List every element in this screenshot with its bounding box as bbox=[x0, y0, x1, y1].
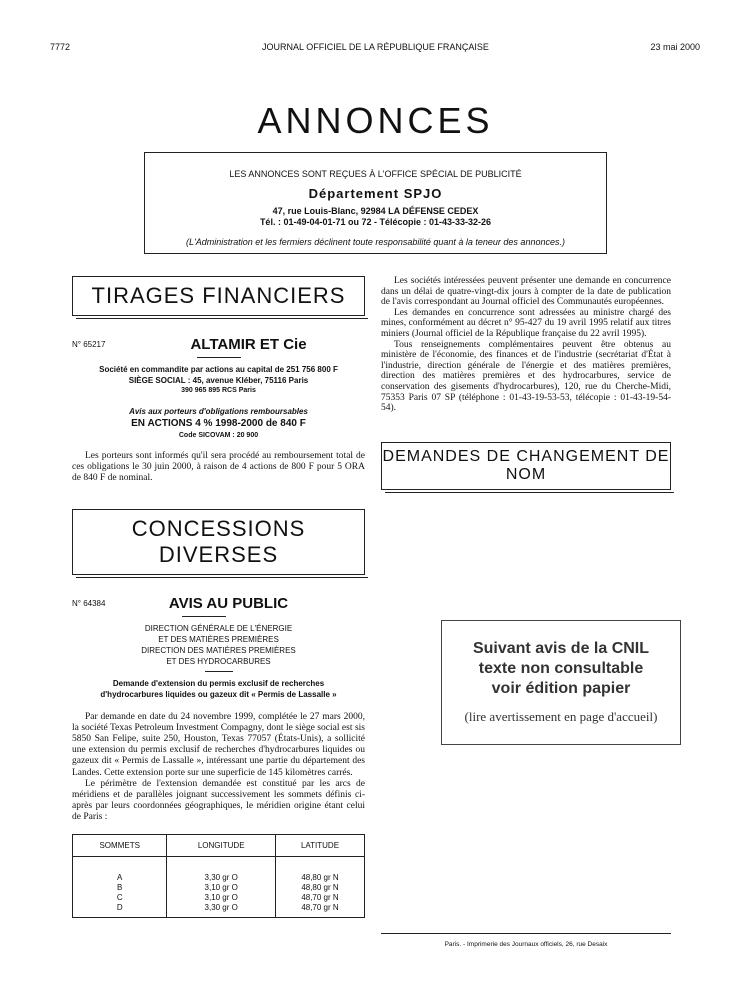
left-column bbox=[72, 276, 365, 918]
divider bbox=[205, 671, 233, 672]
notice-line: LES ANNONCES SONT REÇUES À L'OFFICE SPÉCIAL DE PUBLICITÉ bbox=[229, 169, 522, 179]
journal-title: JOURNAL OFFICIEL DE LA RÉPUBLIQUE FRANÇAISE bbox=[262, 42, 489, 52]
concessions-notice-head bbox=[72, 595, 365, 612]
notice-address: 47, rue Louis-Blanc, 92984 LA DÉFENSE CEDEX bbox=[272, 206, 479, 216]
coordinates-table bbox=[72, 834, 365, 918]
avis-heading: Avis aux porteurs d'obligations remboursables bbox=[129, 407, 308, 416]
right-paragraph: Les demandes en concurrence sont adressées au ministre chargé des mines, conformément au décret n° 95-427 du 19 avril 1995 relatif aux titres miniers (Journal officiel de la République française du 22 avril 1995). bbox=[381, 307, 671, 339]
section-title-concessions: CONCESSIONS DIVERSES bbox=[72, 509, 365, 575]
divider bbox=[182, 616, 226, 617]
tirages-body: Les porteurs sont informés qu'il sera procédé au remboursement total de ces obligations le 30 juin 2000, à raison de 4 actions de 800 F pour 5 ORA de 840 F de nominal. bbox=[72, 451, 365, 484]
cnil-notice-box bbox=[441, 620, 681, 745]
section-title-demandes: DEMANDES DE CHANGEMENT DE NOM bbox=[381, 442, 671, 490]
table-cell: D bbox=[73, 903, 167, 918]
table-cell: 48,80 gr N bbox=[275, 856, 364, 883]
table-cell: C bbox=[73, 893, 167, 903]
concessions-paragraph: Le périmètre de l'extension demandée est constitué par les arcs de méridiens et de parallèles joignant successivement les sommets définis ci-après par leurs coordonnées géographiques, le méridien origine étant celui de Paris : bbox=[72, 778, 365, 823]
right-paragraph: Tous renseignements complémentaires peuvent être obtenus au ministère de l'économie, des finances et de l'industrie (secrétariat d'État à l'industrie, direction générale de l'énergie et des matières premières, direction des matières premières et des hydrocarbures, service de conservation des gisements d'hydrocarbures), 120, rue du Cherche-Midi, 75353 Paris 07 SP (téléphone : 01-43-19-53-53, télécopie : 01-43-19-54-54). bbox=[381, 339, 671, 414]
tirages-notice-head bbox=[72, 336, 365, 353]
company-capital: Société en commandite par actions au capital de 251 756 800 F bbox=[99, 365, 338, 374]
printer-footer: Paris. - Imprimerie des Journaux officiels, 26, rue Desaix bbox=[444, 941, 608, 948]
table-cell: 3,10 gr O bbox=[167, 893, 276, 903]
divider bbox=[197, 357, 241, 358]
publicity-notice-box bbox=[144, 152, 607, 254]
notice-phone: Tél. : 01-49-04-01-71 ou 72 - Télécopie : 01-43-33-32-26 bbox=[259, 217, 492, 227]
company-name: ALTAMIR ET Cie bbox=[190, 336, 307, 353]
notice-number: N° 65217 bbox=[72, 340, 106, 349]
right-column bbox=[381, 276, 671, 490]
department-name: Département SPJO bbox=[308, 186, 443, 201]
table-header: LATITUDE bbox=[275, 834, 364, 856]
issue-date: 23 mai 2000 bbox=[650, 42, 700, 52]
cnil-line: Suivant avis de la CNIL bbox=[472, 640, 650, 657]
table-cell: 3,30 gr O bbox=[167, 856, 276, 883]
notice-disclaimer: (L'Administration et les fermiers déclinent toute responsabilité quant à la teneur des annonces.) bbox=[186, 237, 565, 247]
table-cell: 48,70 gr N bbox=[275, 893, 364, 903]
table-cell: A bbox=[73, 856, 167, 883]
avis-au-public-heading: AVIS AU PUBLIC bbox=[168, 594, 289, 612]
cnil-note: (lire avertissement en page d'accueil) bbox=[464, 709, 658, 724]
company-seat: SIÈGE SOCIAL : 45, avenue Kléber, 75116 Paris bbox=[128, 376, 309, 385]
cnil-line: voir édition papier bbox=[491, 680, 631, 697]
page-title: ANNONCES bbox=[257, 100, 494, 141]
direction-line: ET DES HYDROCARBURES bbox=[166, 656, 271, 666]
direction-line: ET DES MATIÈRES PREMIÈRES bbox=[158, 634, 279, 644]
sicovam-code: Code SICOVAM : 20 900 bbox=[178, 432, 259, 439]
table-header-row bbox=[73, 834, 365, 856]
table-cell: 3,10 gr O bbox=[167, 883, 276, 893]
section-title-tirages: TIRAGES FINANCIERS bbox=[72, 276, 365, 316]
table-cell: 48,70 gr N bbox=[275, 903, 364, 918]
notice-number: N° 64384 bbox=[72, 598, 106, 608]
cnil-message bbox=[442, 639, 680, 699]
direction-line: DIRECTION DES MATIÈRES PREMIÈRES bbox=[141, 645, 296, 655]
demande-heading: d'hydrocarbures liquides ou gazeux dit « Permis de Lassalle » bbox=[100, 689, 337, 699]
table-row bbox=[73, 903, 365, 918]
table-header: LONGITUDE bbox=[167, 834, 276, 856]
cnil-line: texte non consultable bbox=[478, 660, 644, 677]
footer-divider bbox=[381, 933, 671, 934]
table-cell: 3,30 gr O bbox=[167, 903, 276, 918]
direction-line: DIRECTION GÉNÉRALE DE L'ÉNERGIE bbox=[144, 623, 293, 633]
table-cell: B bbox=[73, 883, 167, 893]
actions-heading: EN ACTIONS 4 % 1998-2000 de 840 F bbox=[131, 418, 306, 429]
table-header: SOMMETS bbox=[73, 834, 167, 856]
table-cell: 48,80 gr N bbox=[275, 883, 364, 893]
concessions-paragraph: Par demande en date du 24 novembre 1999, complétée le 27 mars 2000, la société Texas Petroleum Investment Compagny, dont le siège social est sis 5850 San Felipe, suite 250, Houston, Texas 77057 (États-Unis), a sollicité une extension du permis exclusif de recherches d'hydrocarbures liquides ou gazeux dit « Permis de Lassalle », intéressant une partie du département des Landes. Cette extension porte sur une superficie de 145 kilomètres carrés. bbox=[72, 711, 365, 778]
company-rcs: 390 965 895 RCS Paris bbox=[181, 387, 256, 394]
demande-heading: Demande d'extension du permis exclusif de recherches bbox=[112, 678, 325, 688]
table-row bbox=[73, 893, 365, 903]
table-row bbox=[73, 856, 365, 883]
table-row bbox=[73, 883, 365, 893]
right-paragraph: Les sociétés intéressées peuvent présenter une demande en concurrence dans un délai de quatre-vingt-dix jours à compter de la date de publication de l'avis correspondant au Journal officiel des Communautés européennes. bbox=[381, 276, 671, 308]
page-number: 7772 bbox=[50, 42, 71, 52]
